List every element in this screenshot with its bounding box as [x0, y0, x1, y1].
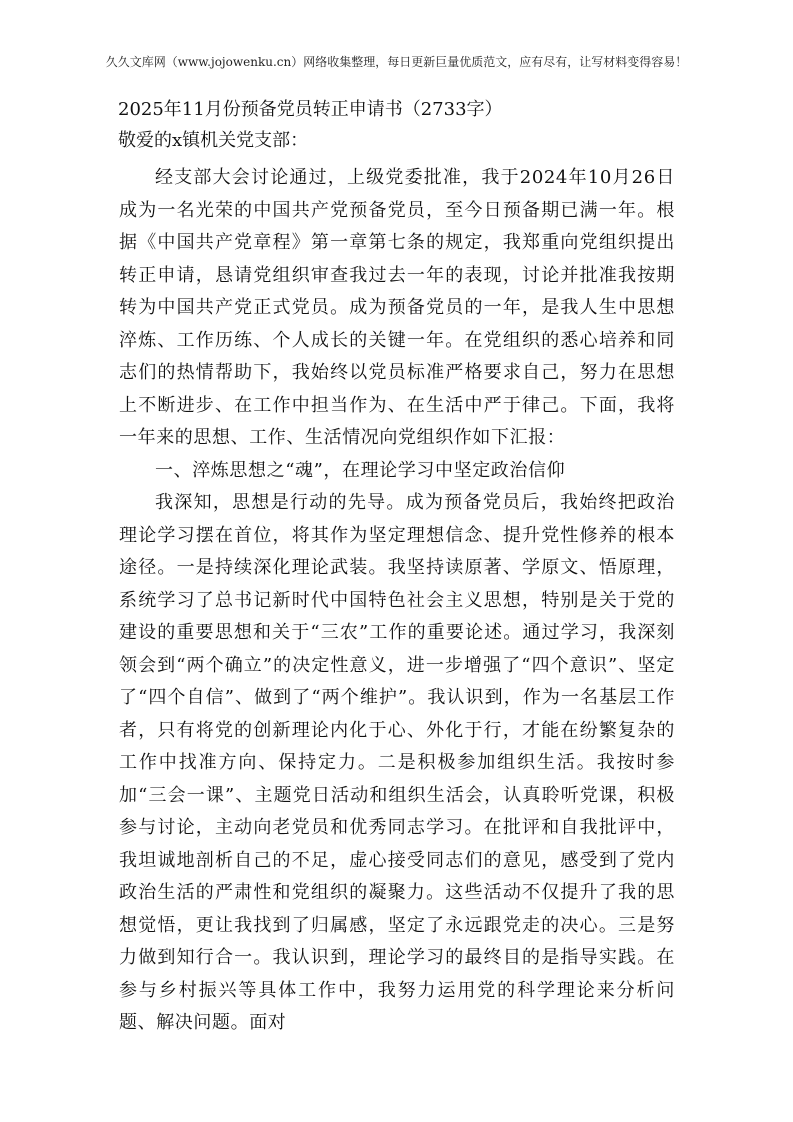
document-body [119, 162, 675, 1040]
section-heading: 一、淬炼思想之“魂”，在理论学习中坚定政治信仰 [155, 459, 566, 481]
header-note: 久久文库网（www.jojowenku.cn）网络收集整理，每日更新巨量优质范文，应有尽有，让写材料变得容易！ [105, 55, 688, 69]
document-title: 2025年11月份预备党员转正申请书（2733字） [118, 99, 503, 120]
paragraph-intro: 经支部大会讨论通过，上级党委批准，我于2024年10月26日成为一名光荣的中国共产党预备党员，至今日预备期已满一年。根据《中国共产党章程》第一章第七条的规定，我郑重向党组织提出转正申请，恳请党组织审查我过去一年的表现，讨论并批准我按期转为中国共产党正式党员。成为预备党员的一年，是我人生中思想淬炼、工作历练、个人成长的关键一年。在党组织的悉心培养和同志们的热情帮助下，我始终以党员标准严格要求自己，努力在思想上不断进步、在工作中担当作为、在生活中严于律己。下面，我将一年来的思想、工作、生活情况向党组织作如下汇报： [119, 167, 675, 448]
paragraph-section-one: 我深知，思想是行动的先导。成为预备党员后，我始终把政治理论学习摆在首位，将其作为坚定理想信念、提升党性修养的根本途径。一是持续深化理论武装。我坚持读原著、学原文、悟原理，系统学习了总书记新时代中国特色社会主义思想，特别是关于党的建设的重要思想和关于“三农”工作的重要论述。通过学习，我深刻领会到“两个确立”的决定性意义，进一步增强了“四个意识”、坚定了“四个自信”、做到了“两个维护”。我认识到，作为一名基层工作者，只有将党的创新理论内化于心、外化于行，才能在纷繁复杂的工作中找准方向、保持定力。二是积极参加组织生活。我按时参加“三会一课”、主题党日活动和组织生活会，认真聆听党课，积极参与讨论，主动向老党员和优秀同志学习。在批评和自我批评中，我坦诚地剖析自己的不足，虚心接受同志们的意见，感受到了党内政治生活的严肃性和党组织的凝聚力。这些活动不仅提升了我的思想觉悟，更让我找到了归属感，坚定了永远跟党走的决心。三是努力做到知行合一。我认识到，理论学习的最终目的是指导实践。在参与乡村振兴等具体工作中，我努力运用党的科学理论来分析问题、解决问题。面对 [119, 492, 675, 1033]
salutation: 敬爱的x镇机关党支部： [118, 130, 309, 151]
